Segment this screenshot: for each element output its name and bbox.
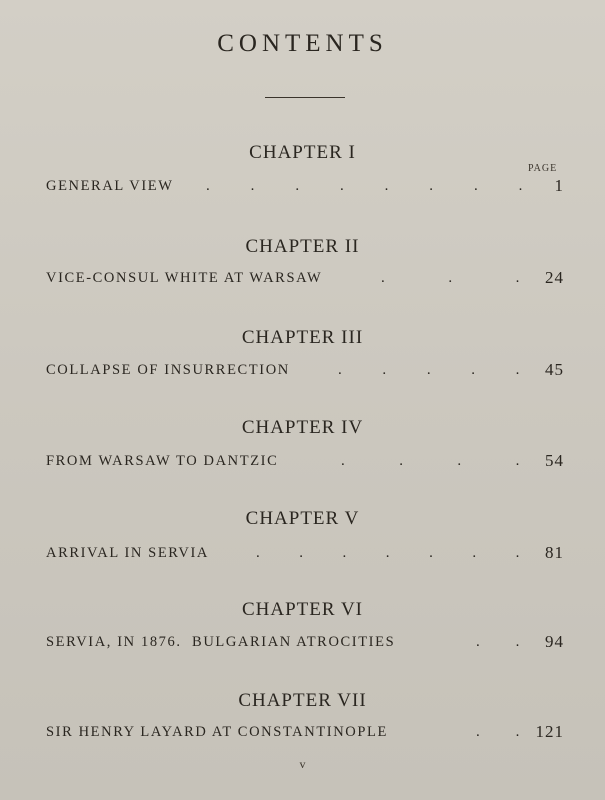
leader-dots: . . . . . . . . [206, 178, 524, 194]
chapter-heading: CHAPTER V [245, 508, 360, 529]
page-number: 45 [545, 360, 564, 379]
toc-entry[interactable] [46, 362, 564, 384]
toc-entry[interactable] [46, 634, 564, 656]
page-number: 94 [545, 632, 564, 651]
toc-entry[interactable] [46, 178, 564, 200]
page-number: 54 [545, 451, 564, 470]
leader-dots: . . [476, 724, 521, 740]
page-title: CONTENTS [217, 30, 388, 57]
chapter-title: SIR HENRY LAYARD AT CONSTANTINOPLE [46, 724, 388, 740]
toc-entry[interactable] [46, 724, 564, 746]
toc-entry[interactable] [46, 453, 564, 475]
chapter-heading: CHAPTER VII [238, 690, 367, 711]
chapter-heading: CHAPTER II [245, 236, 360, 257]
leader-dots: . . . [381, 270, 521, 286]
chapter-heading: CHAPTER IV [241, 417, 364, 438]
page-number: 1 [554, 176, 564, 195]
folio-page-number: v [299, 757, 306, 771]
chapter-title: ARRIVAL IN SERVIA [46, 545, 209, 561]
chapter-title: FROM WARSAW TO DANTZIC [46, 453, 279, 469]
title-rule [265, 97, 345, 98]
leader-dots: . . [476, 634, 521, 650]
chapter-title: SERVIA, IN 1876. BULGARIAN ATROCITIES [46, 634, 396, 650]
page-number: 81 [545, 543, 564, 562]
leader-dots: . . . . . . . [256, 545, 521, 561]
leader-dots: . . . . [341, 453, 521, 469]
chapter-title: VICE-CONSUL WHITE AT WARSAW [46, 270, 323, 286]
chapter-heading: CHAPTER VI [241, 599, 364, 620]
page-number: 24 [545, 268, 564, 287]
toc-entry[interactable] [46, 270, 564, 292]
chapter-heading: CHAPTER I [249, 142, 356, 163]
page-column-label: PAGE [528, 163, 558, 174]
page-number: 121 [535, 722, 564, 741]
chapter-heading: CHAPTER III [241, 327, 364, 348]
chapter-title: COLLAPSE OF INSURRECTION [46, 362, 290, 378]
toc-entry[interactable] [46, 545, 564, 567]
leader-dots: . . . . . [338, 362, 521, 378]
chapter-title: GENERAL VIEW [46, 178, 174, 194]
